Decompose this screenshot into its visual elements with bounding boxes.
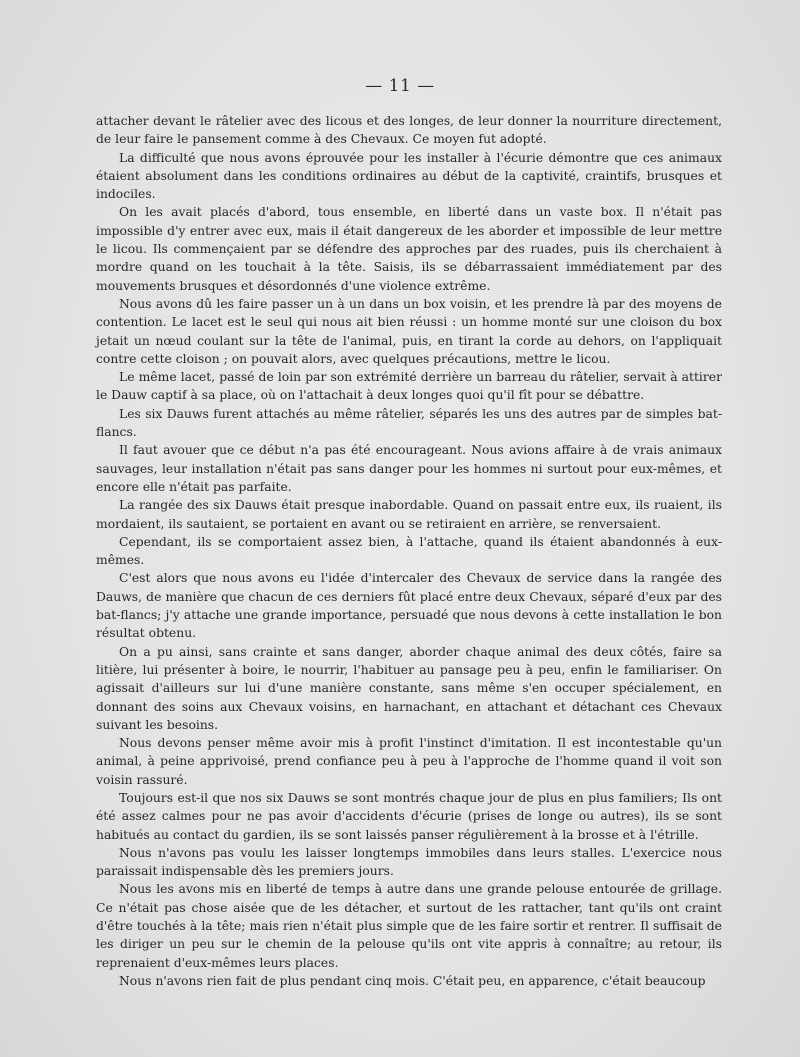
paragraph: On a pu ainsi, sans crainte et sans danger, aborder chaque animal des deux côtés, faire sa litière, lui présenter à boire, le nourrir, l'habituer au pansage peu à peu, enfin le familiariser. On agissait d'ailleurs sur lui d'une manière constante, sans même s'en occuper spécialement, en donnant des soins aux Chevaux voisins, en harnachant, en attachant et détachant ces Chevaux suivant les besoins.: [96, 644, 722, 732]
paragraph: Nous les avons mis en liberté de temps à autre dans une grande pelouse entourée de grillage. Ce n'était pas chose aisée que de les détacher, et surtout de les rattacher, tant qu'ils ont craint d'être touchés à la tête; mais rien n'était plus simple que de les faire sortir et rentrer. Il suffisait de les diriger un peu sur le chemin de la pelouse qu'ils ont vite appris à connaître; au retour, ils reprenaient d'eux-mêmes leurs places.: [96, 882, 722, 970]
paragraph: Les six Dauws furent attachés au même râtelier, séparés les uns des autres par de simples bat-flancs.: [96, 406, 722, 440]
paragraph: Nous avons dû les faire passer un à un dans un box voisin, et les prendre là par des moyens de contention. Le lacet est le seul qui nous ait bien réussi : un homme monté sur une cloison du box jetait un nœud coulant sur la tête de l'animal, puis, en tirant la corde au dehors, on l'appliquait contre cette cloison ; on pouvait alors, avec quelques précautions, mettre le licou.: [96, 296, 722, 366]
paragraph: Cependant, ils se comportaient assez bien, à l'attache, quand ils étaient abandonnés à eux-mêmes.: [96, 534, 722, 568]
paragraph: Il faut avouer que ce début n'a pas été encourageant. Nous avions affaire à de vrais animaux sauvages, leur installation n'était pas sans danger pour les hommes ni surtout pour eux-mêmes, et encore elle n'était pas parfaite.: [96, 443, 722, 494]
paragraph: Toujours est-il que nos six Dauws se sont montrés chaque jour de plus en plus familiers; Ils ont été assez calmes pour ne pas avoir d'accidents d'écurie (prises de longe ou autres), ils se sont habitués au contact du gardien, ils se sont laissés panser régulièrement à la brosse et à l'étrille.: [96, 790, 722, 842]
body-text: [96, 112, 722, 990]
paragraph: Le même lacet, passé de loin par son extrémité derrière un barreau du râtelier, servait à attirer le Dauw captif à sa place, où on l'attachait à deux longes quoi qu'il fît pour se débattre.: [96, 370, 722, 403]
paragraph: Nous n'avons rien fait de plus pendant cinq mois. C'était peu, en apparence, c'était beaucoup: [119, 973, 706, 988]
page-number: — 11 —: [365, 76, 435, 96]
paragraph: La difficulté que nous avons éprouvée pour les installer à l'écurie démontre que ces animaux étaient absolument dans les conditions ordinaires au début de la captivité, craintifs, brusques et indociles.: [96, 150, 722, 202]
paragraph: Nous n'avons pas voulu les laisser longtemps immobiles dans leurs stalles. L'exercice nous paraissait indispensable dès les premiers jours.: [96, 845, 722, 879]
paragraph: Nous devons penser même avoir mis à profit l'instinct d'imitation. Il est incontestable qu'un animal, à peine apprivoisé, prend confiance peu à peu à l'approche de l'homme quand il voit son voisin rassuré.: [96, 736, 722, 787]
paragraph-continued: attacher devant le râtelier avec des licous et des longes, de leur donner la nourriture directement, de leur faire le pansement comme à des Chevaux. Ce moyen fut adopté.: [96, 114, 722, 147]
paragraph: La rangée des six Dauws était presque inabordable. Quand on passait entre eux, ils ruaient, ils mordaient, ils sautaient, se portaient en avant ou se retiraient en arrière, se renversaient.: [96, 498, 722, 531]
paragraph: On les avait placés d'abord, tous ensemble, en liberté dans un vaste box. Il n'était pas impossible d'y entrer avec eux, mais il était dangereux de les aborder et impossible de leur mettre le licou. Ils commençaient par se défendre des approches par des ruades, puis ils cherchaient à mordre quand on les touchait à la tête. Saisis, ils se débarrassaient immédiatement par des mouvements brusques et désordonnés d'une violence extrême.: [96, 205, 722, 293]
paragraph: C'est alors que nous avons eu l'idée d'intercaler des Chevaux de service dans la rangée des Dauws, de manière que chacun de ces derniers fût placé entre deux Chevaux, séparé d'eux par des bat-flancs; j'y attache une grande importance, persuadé que nous devons à cette installation le bon résultat obtenu.: [96, 571, 722, 641]
